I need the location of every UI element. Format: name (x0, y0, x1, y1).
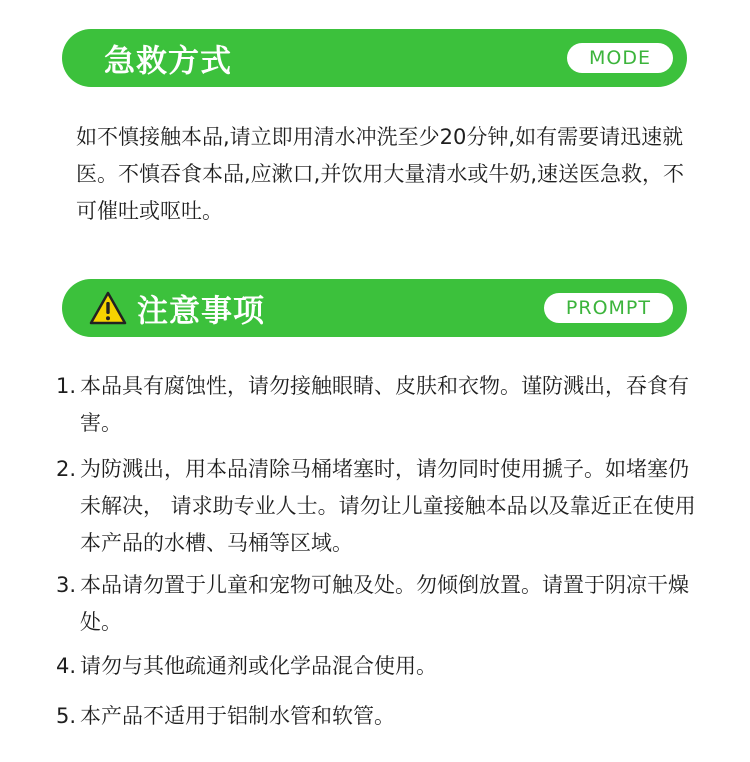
precautions-banner (62, 279, 687, 337)
list-item-text: 为防溅出，用本品清除马桶堵塞时，请勿同时使用搋子。如堵塞仍未解决， 请求助专业人士。请勿让儿童接触本品以及靠近正在使用本产品的水槽、马桶等区域。 (80, 457, 696, 555)
list-item-text: 本品请勿置于儿童和宠物可触及处。勿倾倒放置。请置于阴凉干燥处。 (80, 573, 689, 634)
list-item-number: 5. (56, 704, 77, 728)
first-aid-text: 如不慎接触本品,请立即用清水冲洗至少20分钟,如有需要请迅速就医。不慎吞食本品,应漱口,并饮用大量清水或牛奶,速送医急救，不可催吐或呕吐。 (76, 125, 685, 223)
list-item-number: 2. (56, 457, 77, 481)
list-item (56, 648, 696, 685)
list-item (56, 567, 696, 641)
first-aid-title: 急救方式 (104, 43, 232, 80)
list-item-number: 1. (56, 374, 77, 398)
list-item-number: 3. (56, 573, 77, 597)
first-aid-banner (62, 29, 687, 87)
list-item (56, 451, 696, 562)
list-item-text: 本品具有腐蚀性，请勿接触眼睛、皮肤和衣物。谨防溅出，吞食有害。 (80, 374, 689, 435)
precautions-title: 注意事项 (137, 293, 265, 330)
list-item-number: 4. (56, 654, 77, 678)
list-item (56, 368, 696, 442)
list-item-text: 请勿与其他疏通剂或化学品混合使用。 (80, 654, 437, 678)
mode-tag: MODE (567, 43, 673, 73)
warning-icon (89, 291, 127, 325)
list-item (56, 698, 696, 735)
list-item-text: 本产品不适用于铝制水管和软管。 (80, 704, 395, 728)
prompt-tag: PROMPT (544, 293, 673, 323)
